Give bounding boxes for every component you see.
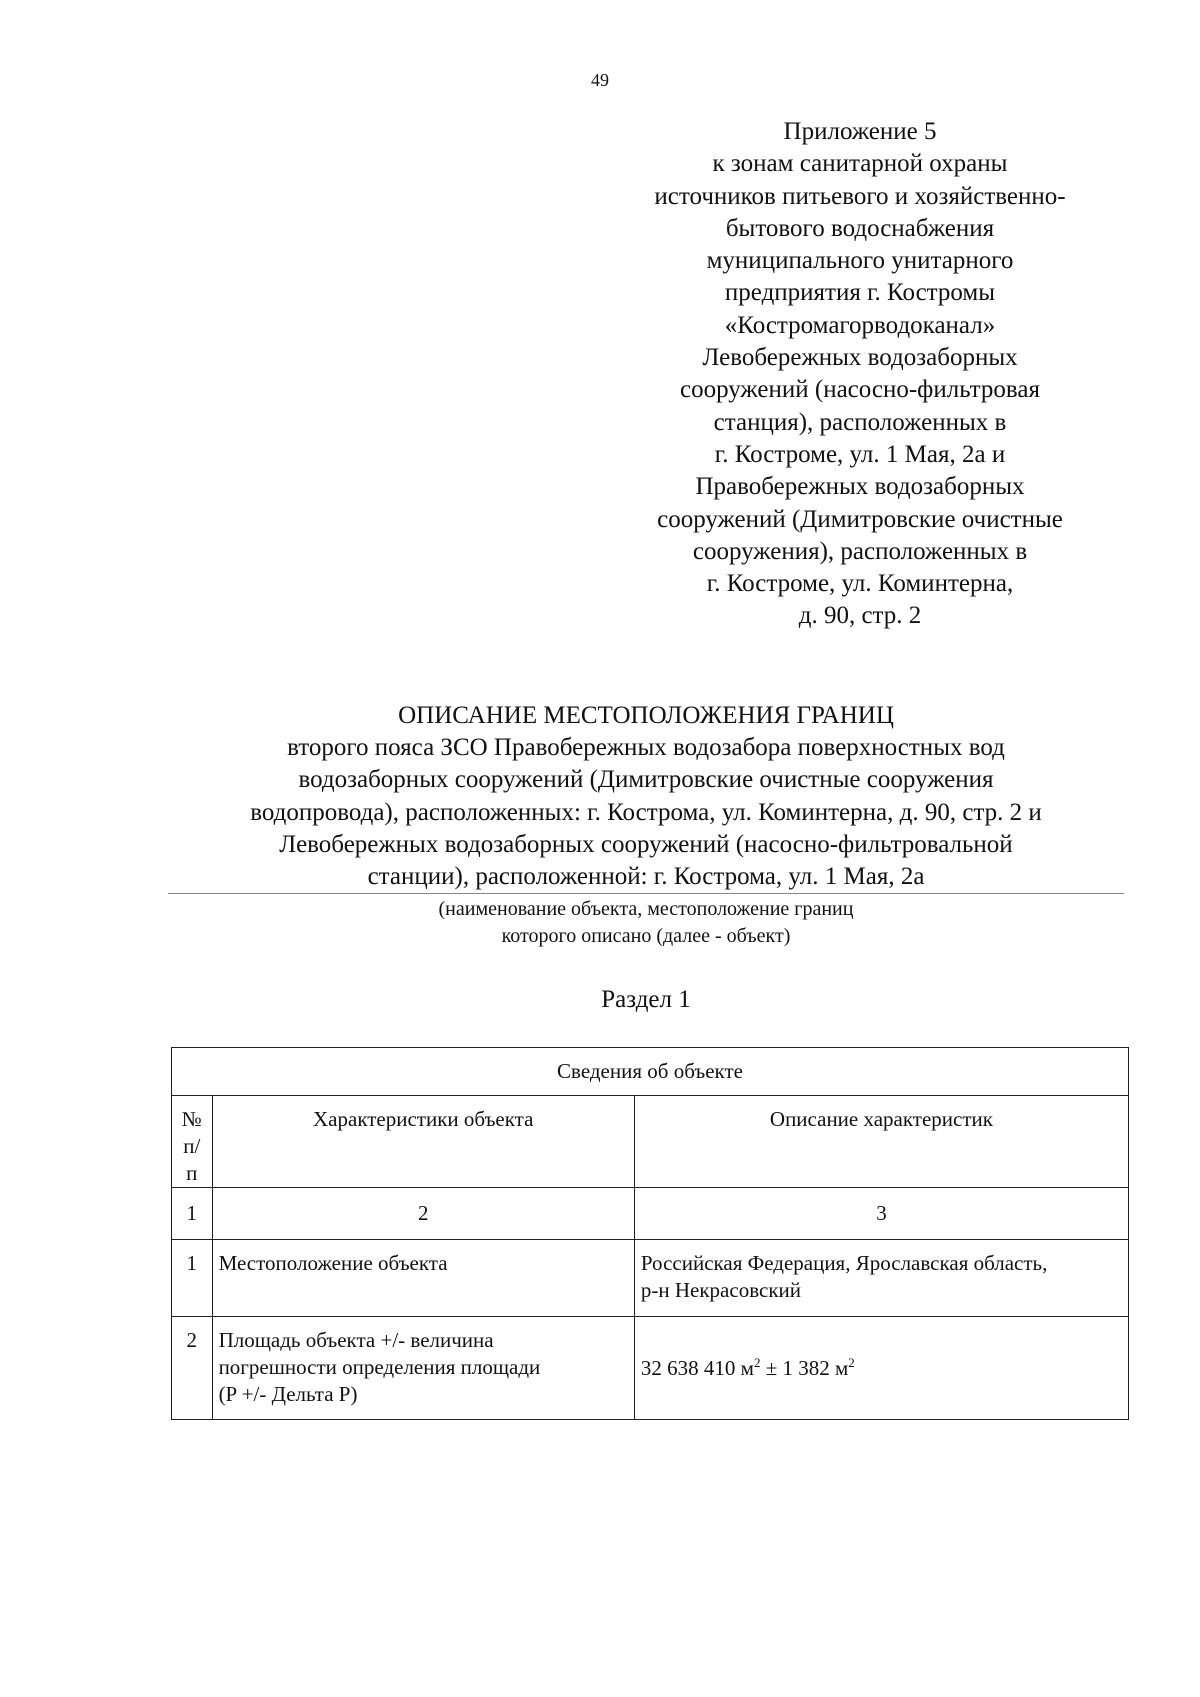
appendix-line: Приложение 5 xyxy=(783,118,937,145)
appendix-line: сооружений (Димитровские очистные xyxy=(657,505,1063,533)
row-description xyxy=(634,1317,1128,1420)
row-description xyxy=(634,1240,1128,1317)
object-name-line: второго пояса ЗСО Правобережных водозабора поверхностных вод xyxy=(287,734,1005,761)
page-number: 49 xyxy=(591,70,609,90)
object-name-line: Левобережных водозаборных сооружений (насосно-фильтровальной xyxy=(279,830,1013,858)
appendix-line: предприятия г. Костромы xyxy=(724,279,996,307)
caption-line: которого описано (далее - объект) xyxy=(501,925,791,947)
appendix-line: станция), расположенных в xyxy=(713,408,1007,436)
appendix-line: г. Костроме, ул. 1 Мая, 2а и xyxy=(714,440,1006,468)
row-characteristic-line: погрешности определения площади xyxy=(218,1355,541,1379)
appendix-line: «Костромагорводоканал» xyxy=(724,311,996,339)
table-caption: Сведения об объекте xyxy=(172,1048,1129,1096)
row-characteristic xyxy=(212,1317,634,1420)
appendix-line: бытового водоснабжения xyxy=(725,214,995,242)
object-name-underline xyxy=(168,893,1124,894)
document-title: ОПИСАНИЕ МЕСТОПОЛОЖЕНИЯ ГРАНИЦ xyxy=(398,702,894,729)
section-title: Раздел 1 xyxy=(601,986,691,1013)
document-title-block xyxy=(168,700,1124,893)
object-name xyxy=(168,732,1124,893)
row-characteristic-line: (P +/- Дельта P) xyxy=(218,1382,358,1406)
column-number: 2 xyxy=(212,1188,634,1240)
area-error-unit-exponent: 2 xyxy=(848,1355,855,1370)
appendix-line: Левобережных водозаборных xyxy=(702,344,1018,372)
header-number xyxy=(172,1096,213,1188)
appendix-line: г. Костроме, ул. Коминтерна, xyxy=(706,570,1014,598)
appendix-line: муниципального унитарного xyxy=(706,247,1014,275)
header-number-line1: № xyxy=(181,1107,202,1131)
appendix-line: к зонам санитарной охраны xyxy=(712,150,1008,178)
row-number: 1 xyxy=(172,1240,213,1317)
table-header-row xyxy=(172,1096,1129,1188)
area-number: 32 638 410 м xyxy=(640,1356,754,1380)
appendix-line: д. 90, стр. 2 xyxy=(798,602,922,630)
header-characteristic: Характеристики объекта xyxy=(212,1096,634,1188)
column-number: 3 xyxy=(634,1188,1128,1240)
object-info-table xyxy=(171,1047,1129,1420)
row-number: 2 xyxy=(172,1317,213,1420)
area-plus-minus: ± xyxy=(760,1356,783,1380)
caption-line: (наименование объекта, местоположение границ xyxy=(438,898,854,920)
table-caption-row xyxy=(172,1048,1129,1096)
area-value xyxy=(641,1355,1122,1382)
appendix-line: Правобережных водозаборных xyxy=(695,473,1025,501)
table-row xyxy=(172,1317,1129,1420)
appendix-line: сооружений (насосно-фильтровая xyxy=(680,376,1040,404)
header-description: Описание характеристик xyxy=(634,1096,1128,1188)
object-name-line: станции), расположенной: г. Кострома, ул. 1 Мая, 2а xyxy=(367,863,925,891)
area-error: 1 382 м xyxy=(782,1356,849,1380)
row-characteristic-line: Площадь объекта +/- величина xyxy=(218,1328,494,1352)
appendix-line: источников питьевого и хозяйственно- xyxy=(654,182,1066,210)
appendix-line: сооружения), расположенных в xyxy=(692,537,1028,565)
column-numbers-row xyxy=(172,1188,1129,1240)
header-number-line2: п/п xyxy=(183,1134,201,1185)
object-name-caption xyxy=(168,896,1124,950)
row-description-line: Российская Федерация, Ярославская область, xyxy=(640,1251,1048,1275)
object-name-line: водозаборных сооружений (Димитровские очистные сооружения xyxy=(298,766,994,794)
row-description-line: р-н Некрасовский xyxy=(640,1278,801,1302)
column-number: 1 xyxy=(172,1188,213,1240)
area-unit-exponent: 2 xyxy=(753,1355,761,1370)
appendix-block xyxy=(640,116,1080,633)
table-row xyxy=(172,1240,1129,1317)
row-characteristic: Местоположение объекта xyxy=(212,1240,634,1317)
object-name-line: водопровода), расположенных: г. Кострома, ул. Коминтерна, д. 90, стр. 2 и xyxy=(250,798,1042,826)
